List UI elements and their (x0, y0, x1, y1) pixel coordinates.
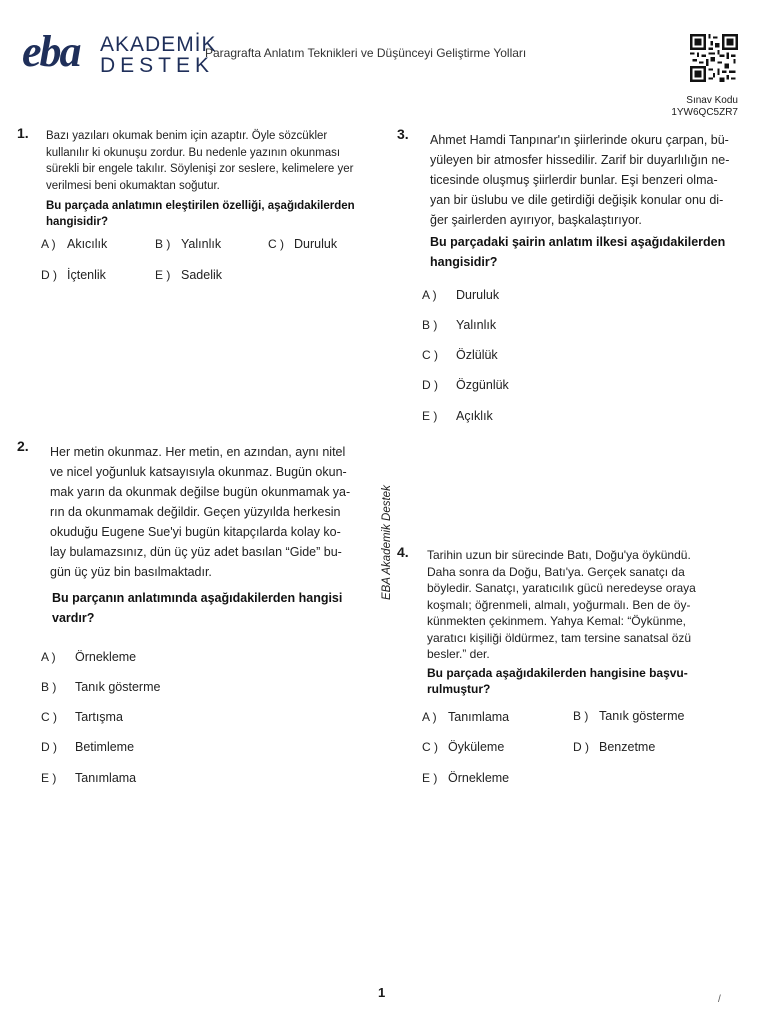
text-line: lay bulamazsınız, dün üç yüz adet basılan “Gide” bu- (50, 545, 342, 559)
question-1-option-d[interactable]: D ) İçtenlik (41, 268, 106, 282)
text-line: mak yarın da okunmak değilse bugün okunmamak ya- (50, 485, 351, 499)
text-line: Her metin okunmaz. Her metin, en azından, aynı nitel (50, 445, 346, 459)
text-line: kullanılır ki okunuşu zordur. Bu nedenle yazının okunması (46, 146, 341, 159)
question-2-option-d[interactable]: D ) Betimleme (41, 740, 135, 754)
question-4-text (427, 547, 747, 663)
question-4-option-e[interactable]: E ) Örnekleme (422, 771, 510, 785)
text-line: ve nicel yoğunluk katsayısıyla okunmaz. Bugün okun- (50, 465, 347, 479)
logo-akademik-text: AKADEMİK (100, 33, 217, 56)
eba-logo: eba (22, 27, 80, 76)
question-2-option-c[interactable]: C ) Tartışma (41, 710, 123, 724)
text-line: sürekli bir engele takılır. Söylenişi zor seslere, kelimelere yer (46, 163, 354, 175)
page-title: Paragrafta Anlatım Teknikleri ve Düşünceyi Geliştirme Yolları (205, 46, 527, 60)
question-1-stem (46, 198, 366, 230)
question-4-option-b[interactable]: B ) Tanık gösterme (573, 709, 685, 723)
text-line: ticesinde oluşmuş şiirlerdir bunlar. Eşi benzeri olma- (430, 173, 718, 187)
stem-line: hangisidir? (46, 216, 108, 228)
text-line: Tarihin uzun bir sürecinde Batı, Doğu'ya öykündü. (427, 548, 691, 562)
text-line: Bazı yazıları okumak benim için azaptır. Öyle sözcükler (46, 130, 328, 142)
question-3-text (430, 130, 750, 230)
text-line: gün üç yüz bin basılmaktadır. (50, 565, 212, 579)
question-4-option-a[interactable]: A ) Tanımlama (422, 710, 510, 724)
exam-code-label: Sınav Kodu (686, 95, 738, 106)
text-line: yüleyen bir atmosfer hissedilir. Zarif bir duyarlılığın ne- (430, 153, 730, 167)
stem-line: rulmuştur? (427, 682, 491, 696)
qr-code-icon (690, 34, 738, 82)
question-4-stem (427, 665, 747, 697)
stem-line: Bu parçada aşağıdakilerden hangisine başvu- (427, 666, 688, 680)
question-2-number: 2. (17, 438, 29, 454)
stem-line: Bu parçada anlatımın eleştirilen özelliği, aşağıdakilerden (46, 200, 355, 212)
text-line: okuduğu Eugene Sue'yi bugün kitapçılarda kolay ko- (50, 525, 341, 539)
vertical-watermark-text: EBA Akademik Destek (381, 485, 393, 600)
question-1-option-e[interactable]: E ) Sadelik (155, 268, 222, 282)
question-3-option-b[interactable]: B ) Yalınlık (422, 318, 497, 332)
text-line: ğer şairlerden ayırıyor, başkalaştırıyor. (430, 213, 642, 227)
question-3-option-d[interactable]: D ) Özgünlük (422, 378, 509, 392)
question-4-option-c[interactable]: C ) Öyküleme (422, 740, 505, 754)
page-number: 1 (378, 985, 386, 1000)
question-4-option-d[interactable]: D ) Benzetme (573, 740, 656, 754)
question-3-stem (430, 232, 750, 272)
logo-destek-text: DESTEK (100, 54, 215, 77)
question-1-option-c[interactable]: C ) Duruluk (268, 237, 338, 251)
text-line: böyledir. Sanatçı, yaratıcılık gücü neredeyse oraya (427, 581, 696, 595)
question-3-option-c[interactable]: C ) Özlülük (422, 348, 498, 362)
text-line: rın da okunmamak değildir. Geçen yüzyılda herkesin (50, 505, 341, 519)
stem-line: hangisidir? (430, 255, 498, 269)
question-1-text (46, 128, 366, 194)
exam-code-value: 1YW6QC5ZR7 (671, 107, 738, 118)
text-line: koşmalı; öğrenmeli, almalı, yoğurmalı. Ben de öy- (427, 597, 691, 612)
text-line: Ahmet Hamdi Tanpınar'ın şiirlerinde okuru çarpan, bü- (430, 133, 729, 147)
question-4-number: 4. (397, 544, 409, 560)
question-3-number: 3. (397, 126, 409, 142)
question-2-option-e[interactable]: E ) Tanımlama (41, 771, 137, 785)
text-line: yan bir üslubu ve dile getirdiği değişik konular onu di- (430, 193, 724, 207)
stem-line: Bu parçadaki şairin anlatım ilkesi aşağıdakilerden (430, 235, 726, 249)
stem-line: Bu parçanın anlatımında aşağıdakilerden hangisi (52, 591, 343, 605)
question-1-number: 1. (17, 125, 29, 141)
text-line: künmekten çekinmem. Yahya Kemal: “Öykünme, (427, 614, 686, 628)
question-1-option-b[interactable]: B ) Yalınlık (155, 237, 222, 251)
text-line: besler.” der. (427, 647, 490, 661)
text-line: yaratıcı kişiliği öldürmez, tam tersine sanatsal özü (427, 630, 692, 645)
stem-line: vardır? (52, 611, 95, 625)
question-2-text (50, 442, 370, 582)
question-3-option-e[interactable]: E ) Açıklık (422, 409, 493, 423)
text-line: verilmesi beni okumaktan soğutur. (46, 179, 220, 192)
corner-mark: / (718, 994, 721, 1005)
question-2-option-a[interactable]: A ) Örnekleme (41, 650, 137, 664)
text-line: Daha sonra da Doğu, Batı'ya. Gerçek sanatçı da (427, 564, 685, 579)
question-2-stem (52, 588, 372, 628)
question-2-option-b[interactable]: B ) Tanık gösterme (41, 680, 161, 694)
question-3-option-a[interactable]: A ) Duruluk (422, 288, 500, 302)
question-1-option-a[interactable]: A ) Akıcılık (41, 237, 108, 251)
